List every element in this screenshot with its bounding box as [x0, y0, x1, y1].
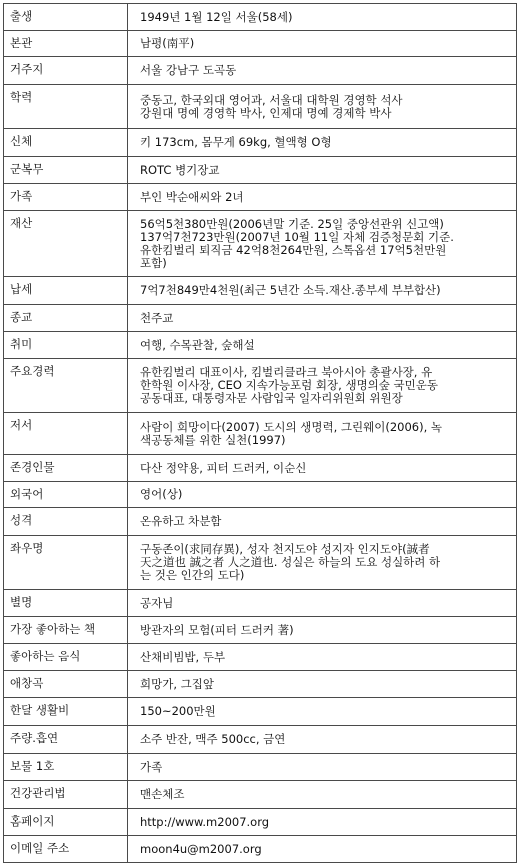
table-row: [4, 482, 517, 508]
row-label: 존경인물: [4, 455, 128, 482]
row-value: 영어(상): [128, 482, 517, 508]
row-label: 한달 생활비: [4, 698, 128, 726]
row-value: 키 173cm, 몸무게 69kg, 혈액형 O형: [128, 129, 517, 157]
row-value: 희망가, 그집앞: [128, 671, 517, 698]
row-value: 서울 강남구 도곡동: [128, 57, 517, 85]
table-row: [4, 536, 517, 590]
row-label: 출생: [4, 4, 128, 31]
row-label: 보물 1호: [4, 754, 128, 781]
table-row: [4, 359, 517, 413]
table-row: [4, 671, 517, 698]
row-value: 남평(南平): [128, 31, 517, 57]
table-row: [4, 157, 517, 184]
row-label: 외국어: [4, 482, 128, 508]
table-row: [4, 726, 517, 754]
row-label: 군복무: [4, 157, 128, 184]
row-value: 여행, 수목관찰, 숲해설: [128, 332, 517, 359]
table-row: [4, 617, 517, 644]
row-value: 천주교: [128, 305, 517, 332]
row-value: 맨손체조: [128, 781, 517, 809]
row-label: 별명: [4, 590, 128, 617]
table-row: [4, 590, 517, 617]
row-label: 성격: [4, 508, 128, 536]
table-row: [4, 781, 517, 809]
table-row: [4, 211, 517, 277]
row-label: 납세: [4, 277, 128, 305]
row-value: 소주 반잔, 맥주 500cc, 금연: [128, 726, 517, 754]
row-value: 56억5천380만원(2006년말 기준. 25일 중앙선관위 신고액) 137억7천723만원(2007년 10월 11일 자체 검증청문회 기준. 유한킴벌리 퇴직금 42억8천264만원, 스톡옵션 17억5천만원 포함): [128, 211, 517, 277]
row-value: 부인 박순애씨와 2녀: [128, 184, 517, 211]
row-value: 산채비빔밥, 두부: [128, 644, 517, 671]
row-label: 주요경력: [4, 359, 128, 413]
table-row: [4, 277, 517, 305]
row-value: 1949년 1월 12일 서울(58세): [128, 4, 517, 31]
row-value: moon4u@m2007.org: [128, 836, 517, 863]
table-row: [4, 455, 517, 482]
row-label: 홈페이지: [4, 809, 128, 836]
table-row: [4, 644, 517, 671]
row-label: 신체: [4, 129, 128, 157]
row-label: 가족: [4, 184, 128, 211]
row-value: 온유하고 차분함: [128, 508, 517, 536]
row-value: http://www.m2007.org: [128, 809, 517, 836]
table-row: [4, 754, 517, 781]
table-row: [4, 413, 517, 455]
row-label: 건강관리법: [4, 781, 128, 809]
row-label: 저서: [4, 413, 128, 455]
table-row: [4, 184, 517, 211]
row-value: 7억7천849만4천원(최근 5년간 소득.재산.종부세 부부합산): [128, 277, 517, 305]
row-label: 좌우명: [4, 536, 128, 590]
row-label: 좋아하는 음식: [4, 644, 128, 671]
row-label: 학력: [4, 85, 128, 129]
row-label: 종교: [4, 305, 128, 332]
profile-table-body: [4, 4, 517, 863]
table-row: [4, 31, 517, 57]
row-value: 중동고, 한국외대 영어과, 서울대 대학원 경영학 석사 강원대 명예 경영학 박사, 인제대 명예 경제학 박사: [128, 85, 517, 129]
row-label: 가장 좋아하는 책: [4, 617, 128, 644]
table-row: [4, 698, 517, 726]
table-row: [4, 508, 517, 536]
row-label: 본관: [4, 31, 128, 57]
row-label: 거주지: [4, 57, 128, 85]
row-value: 유한킴벌리 대표이사, 킴벌리클라크 북아시아 총괄사장, 유 한학원 이사장, CEO 지속가능포럼 회장, 생명의숲 국민운동 공동대표, 대통령자문 사람입국 일자리위원회 위원장: [128, 359, 517, 413]
row-label: 주량.흡연: [4, 726, 128, 754]
row-value: 공자님: [128, 590, 517, 617]
profile-table: [3, 3, 517, 863]
row-value: 구동존이(求同存異), 성자 천지도야 성지자 인지도야(誠者 天之道也 誠之者 人之道也. 성실은 하늘의 도요 성실하려 하 는 것은 인간의 도다): [128, 536, 517, 590]
table-row: [4, 4, 517, 31]
row-label: 재산: [4, 211, 128, 277]
row-value: 가족: [128, 754, 517, 781]
row-label: 이메일 주소: [4, 836, 128, 863]
table-row: [4, 332, 517, 359]
table-row: [4, 836, 517, 863]
table-row: [4, 57, 517, 85]
row-label: 애창곡: [4, 671, 128, 698]
table-row: [4, 305, 517, 332]
table-row: [4, 129, 517, 157]
row-value: 방관자의 모험(피터 드러커 著): [128, 617, 517, 644]
row-value: 사람이 희망이다(2007) 도시의 생명력, 그린웨이(2006), 녹 색공동체를 위한 실천(1997): [128, 413, 517, 455]
row-value: ROTC 병기장교: [128, 157, 517, 184]
table-row: [4, 809, 517, 836]
row-value: 150~200만원: [128, 698, 517, 726]
row-value: 다산 정약용, 피터 드러커, 이순신: [128, 455, 517, 482]
table-row: [4, 85, 517, 129]
row-label: 취미: [4, 332, 128, 359]
